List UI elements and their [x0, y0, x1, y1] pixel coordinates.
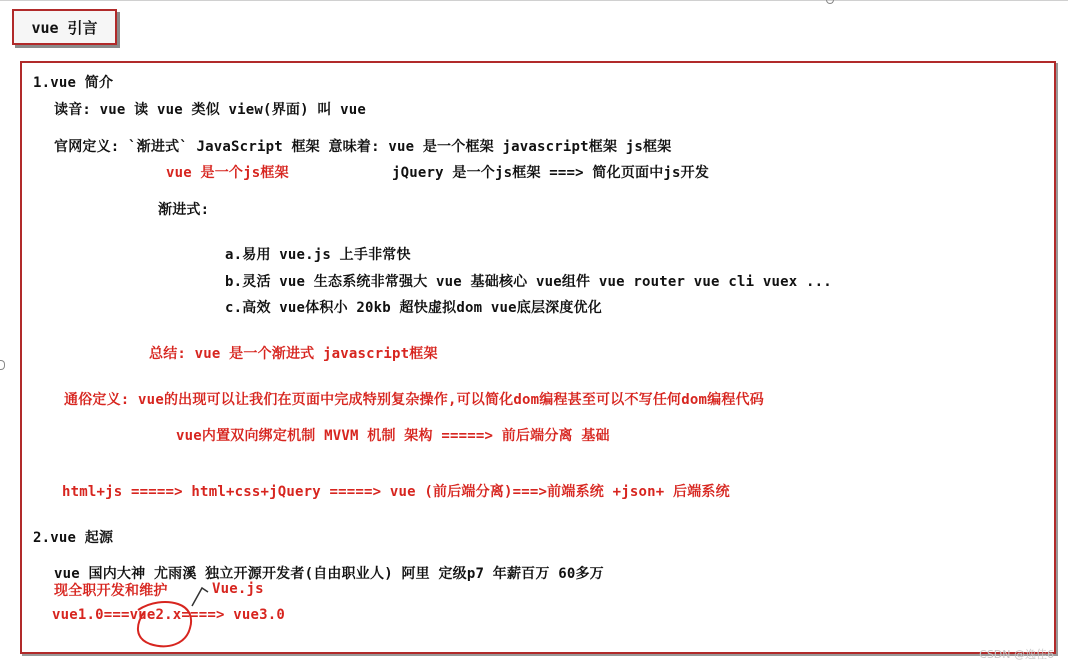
maintain-line: 现全职开发和维护: [54, 583, 168, 599]
cursor-stroke: [192, 588, 208, 606]
section1-heading: 1.vue 简介: [33, 75, 114, 91]
evolution-line: html+js =====> html+css+jQuery =====> vue (前后端分离)===>前端系统 +json+ 后端系统: [62, 484, 730, 500]
progressive-label: 渐进式:: [158, 202, 210, 218]
section2-heading: 2.vue 起源: [33, 530, 114, 546]
resize-handle-top: [826, 0, 834, 4]
vue-is-framework: vue 是一个js框架: [166, 165, 289, 181]
point-flexible: b.灵活 vue 生态系统非常强大 vue 基础核心 vue组件 vue router vue cli vuex ...: [225, 274, 832, 290]
summary-line: 总结: vue 是一个渐进式 javascript框架: [149, 346, 438, 362]
hand-drawn-circle-annotation: [120, 580, 220, 652]
resize-handle-left: [0, 360, 5, 370]
watermark: CSDN @逸佳6: [979, 648, 1054, 661]
maintain-tail: Vue.js: [212, 581, 264, 597]
point-efficient: c.高效 vue体积小 20kb 超快虚拟dom vue底层深度优化: [225, 300, 602, 316]
point-easy: a.易用 vue.js 上手非常快: [225, 247, 411, 263]
slide-title: vue 引言: [12, 9, 117, 45]
popular-definition: 通俗定义: vue的出现可以让我们在页面中完成特别复杂操作,可以简化dom编程甚至可以不写任何dom编程代码: [64, 392, 764, 408]
author-line: vue 国内大神 尤雨溪 独立开源开发者(自由职业人) 阿里 定级p7 年薪百万 60多万: [54, 566, 604, 582]
official-definition: 官网定义: `渐进式` JavaScript 框架 意味着: vue 是一个框架 javascript框架 js框架: [54, 139, 672, 155]
jquery-line: jQuery 是一个js框架 ===> 简化页面中js开发: [392, 165, 710, 181]
top-edge-line: [0, 0, 1068, 1]
versions-line: vue1.0===vue2.x====> vue3.0: [52, 607, 285, 623]
binding-line: vue内置双向绑定机制 MVVM 机制 架构 =====> 前后端分离 基础: [176, 428, 610, 444]
pronounce-line: 读音: vue 读 vue 类似 view(界面) 叫 vue: [54, 102, 367, 118]
